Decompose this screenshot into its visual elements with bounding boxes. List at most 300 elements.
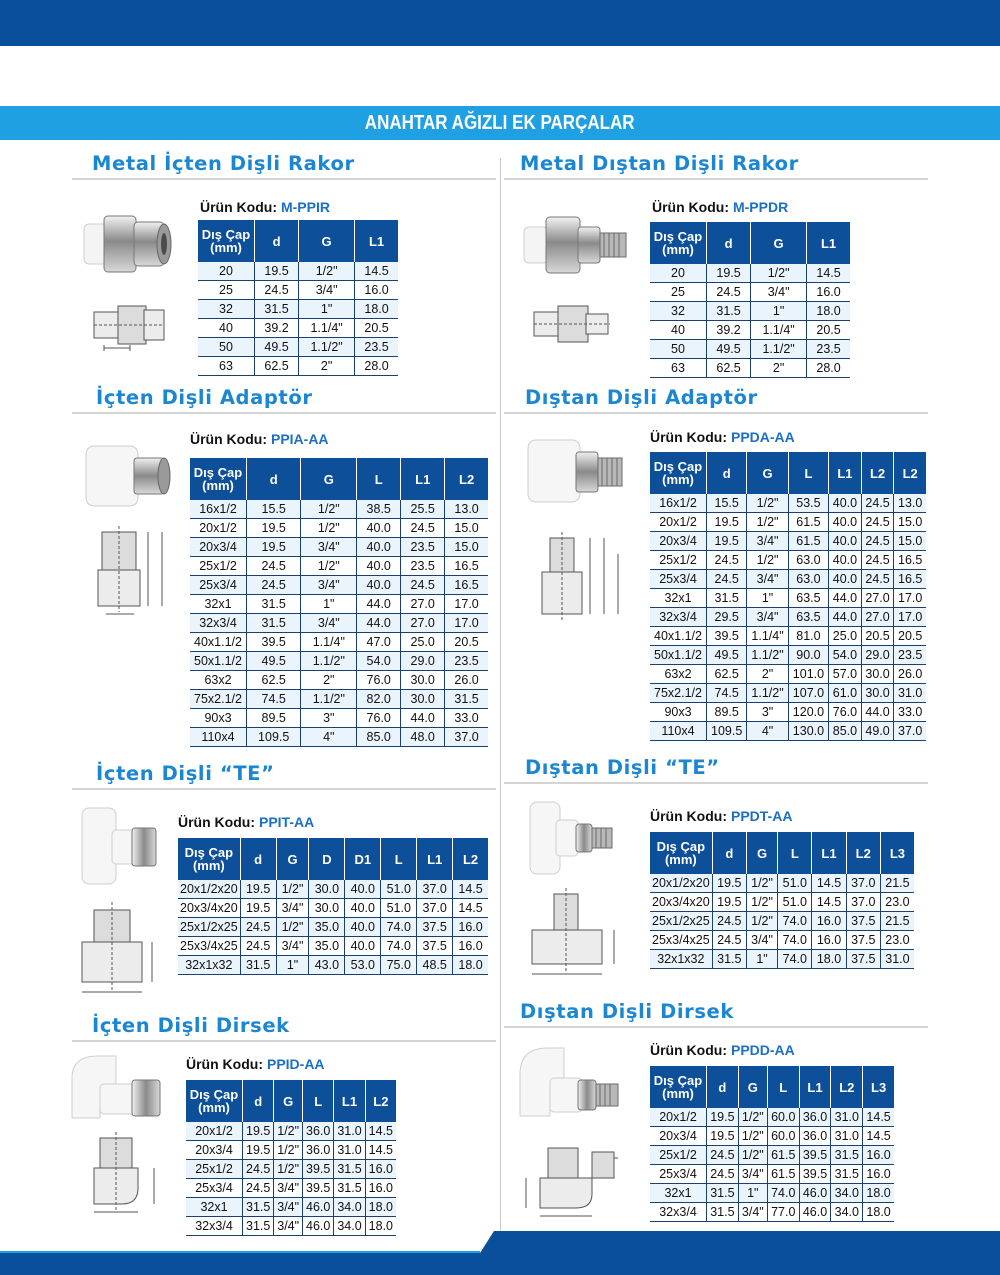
table-cell: 24.5 xyxy=(712,912,746,931)
column-header: d xyxy=(240,838,276,880)
spec-table-ppdt-aa xyxy=(650,832,914,969)
column-header: d xyxy=(247,458,301,500)
table-cell: 1/2" xyxy=(301,500,357,519)
product-code xyxy=(190,431,329,447)
table-cell: 89.5 xyxy=(247,709,301,728)
table-row xyxy=(178,937,488,956)
column-header: G xyxy=(738,1066,767,1108)
banner-title: ANAHTAR AĞIZLI EK PARÇALAR xyxy=(365,112,635,134)
table-row xyxy=(190,538,488,557)
table-cell: 16x1/2 xyxy=(190,500,247,519)
table-cell: 25x1/2x25 xyxy=(650,912,712,931)
table-cell: 32x1 xyxy=(650,1184,707,1203)
table-row xyxy=(650,321,850,340)
table-cell: 31.5 xyxy=(707,1184,739,1203)
table-row xyxy=(650,1146,894,1165)
column-header: Dış Çap (mm) xyxy=(186,1080,243,1122)
table-cell: 40.0 xyxy=(357,519,401,538)
code-value: PPDD-AA xyxy=(730,1042,795,1058)
table-cell: 51.0 xyxy=(381,899,417,918)
table-cell: 1" xyxy=(747,589,788,608)
table-cell: 31.5 xyxy=(707,1203,739,1222)
table-cell: 1" xyxy=(299,300,355,319)
table-cell: 1/2" xyxy=(747,513,788,532)
code-label: Ürün Kodu: xyxy=(650,808,727,824)
table-cell: 3/4" xyxy=(738,1165,767,1184)
table-cell: 37.0 xyxy=(846,874,880,893)
table-cell: 74.0 xyxy=(778,912,812,931)
table-cell: 15.5 xyxy=(247,500,301,519)
table-cell: 2" xyxy=(751,359,807,378)
column-header: d xyxy=(707,222,751,264)
table-cell: 63.5 xyxy=(788,589,828,608)
male-tee-photo xyxy=(524,796,618,880)
column-header: Dış Çap (mm) xyxy=(650,222,707,264)
table-row xyxy=(190,690,488,709)
table-cell: 24.5 xyxy=(707,570,747,589)
table-cell: 32x1 xyxy=(650,589,707,608)
table-cell: 50 xyxy=(650,340,707,359)
table-cell: 19.5 xyxy=(712,874,746,893)
code-value: PPID-AA xyxy=(266,1056,325,1072)
table-cell: 1.1/2" xyxy=(751,340,807,359)
table-cell: 25x1/2 xyxy=(190,557,247,576)
table-cell: 62.5 xyxy=(707,359,751,378)
table-cell: 23.5 xyxy=(401,538,445,557)
table-cell: 3" xyxy=(747,703,788,722)
ppdd-aa-drawing xyxy=(518,1128,636,1220)
table-cell: 36.0 xyxy=(799,1127,831,1146)
table-cell: 39.5 xyxy=(799,1165,831,1184)
column-header: L2 xyxy=(365,1080,396,1122)
table-cell: 25x3/4x25 xyxy=(178,937,240,956)
table-cell: 33.0 xyxy=(445,709,488,728)
table-cell: 21.5 xyxy=(880,874,914,893)
table-cell: 3/4" xyxy=(301,614,357,633)
table-row xyxy=(650,874,914,893)
table-row xyxy=(178,899,488,918)
table-cell: 61.5 xyxy=(767,1146,799,1165)
male-elbow-photo xyxy=(514,1040,626,1124)
metal-union-female-photo xyxy=(80,200,176,288)
table-row xyxy=(650,665,926,684)
table-cell: 2" xyxy=(301,671,357,690)
table-cell: 24.5 xyxy=(861,551,894,570)
table-cell: 32 xyxy=(650,302,707,321)
section-rule xyxy=(72,788,496,790)
table-cell: 76.0 xyxy=(829,703,862,722)
section-rule xyxy=(504,178,928,180)
table-row xyxy=(650,950,914,969)
table-cell: 31.5 xyxy=(247,614,301,633)
ppit-aa-drawing xyxy=(72,896,172,1000)
table-cell: 16.0 xyxy=(807,283,850,302)
table-row xyxy=(190,709,488,728)
table-cell: 24.5 xyxy=(861,513,894,532)
table-row xyxy=(186,1122,396,1141)
table-cell: 63.5 xyxy=(788,608,828,627)
table-cell: 25x3/4 xyxy=(650,1165,707,1184)
table-cell: 54.0 xyxy=(829,646,862,665)
table-cell: 74.0 xyxy=(381,937,417,956)
table-cell: 74.0 xyxy=(778,950,812,969)
column-header: Dış Çap (mm) xyxy=(198,220,255,262)
table-cell: 3/4" xyxy=(276,899,309,918)
table-cell: 75x2.1/2 xyxy=(190,690,247,709)
table-cell: 16.0 xyxy=(812,931,846,950)
table-cell: 31.5 xyxy=(240,956,276,975)
table-cell: 16.0 xyxy=(365,1160,396,1179)
table-header-row xyxy=(650,832,914,874)
table-cell: 25.0 xyxy=(829,627,862,646)
column-header: Dış Çap (mm) xyxy=(650,832,712,874)
table-cell: 31.5 xyxy=(831,1146,863,1165)
table-row xyxy=(650,1127,894,1146)
table-cell: 39.5 xyxy=(799,1146,831,1165)
table-cell: 23.5 xyxy=(807,340,850,359)
table-row xyxy=(198,281,398,300)
table-cell: 30.0 xyxy=(309,899,345,918)
table-cell: 18.0 xyxy=(863,1184,894,1203)
table-cell: 1/2" xyxy=(738,1127,767,1146)
table-cell: 40.0 xyxy=(345,918,381,937)
column-header: D1 xyxy=(345,838,381,880)
table-cell: 25x1/2 xyxy=(650,1146,707,1165)
table-cell: 44.0 xyxy=(829,608,862,627)
table-row xyxy=(650,589,926,608)
table-cell: 15.0 xyxy=(894,532,926,551)
table-header-row xyxy=(178,838,488,880)
table-row xyxy=(190,500,488,519)
table-cell: 61.5 xyxy=(767,1165,799,1184)
table-cell: 32x3/4 xyxy=(650,1203,707,1222)
table-cell: 26.0 xyxy=(894,665,926,684)
table-cell: 16.5 xyxy=(894,551,926,570)
table-cell: 18.0 xyxy=(365,1198,396,1217)
table-cell: 19.5 xyxy=(240,880,276,899)
spec-table-ppda-aa xyxy=(650,452,926,741)
table-cell: 24.5 xyxy=(255,281,299,300)
table-cell: 1/2" xyxy=(274,1160,303,1179)
column-header: L2 xyxy=(831,1066,863,1108)
table-cell: 19.5 xyxy=(247,538,301,557)
table-cell: 1/2" xyxy=(738,1146,767,1165)
table-cell: 15.0 xyxy=(445,519,488,538)
table-row xyxy=(178,880,488,899)
table-cell: 15.0 xyxy=(894,513,926,532)
table-cell: 120.0 xyxy=(788,703,828,722)
section-title-ppit-aa: İçten Dişli “TE” xyxy=(96,762,275,785)
table-cell: 46.0 xyxy=(303,1217,334,1236)
table-row xyxy=(198,262,398,281)
table-cell: 32x1x32 xyxy=(178,956,240,975)
table-cell: 109.5 xyxy=(707,722,747,741)
table-cell: 40.0 xyxy=(829,494,862,513)
table-cell: 109.5 xyxy=(247,728,301,747)
table-cell: 77.0 xyxy=(767,1203,799,1222)
section-title-ppid-aa: İçten Dişli Dirsek xyxy=(92,1014,290,1037)
table-cell: 63 xyxy=(198,357,255,376)
table-cell: 37.5 xyxy=(417,918,453,937)
table-cell: 23.5 xyxy=(894,646,926,665)
table-cell: 85.0 xyxy=(357,728,401,747)
table-cell: 30.0 xyxy=(401,671,445,690)
section-rule xyxy=(504,782,928,784)
column-header: L1 xyxy=(807,222,850,264)
table-cell: 49.5 xyxy=(255,338,299,357)
table-row xyxy=(190,728,488,747)
table-cell: 20.5 xyxy=(445,633,488,652)
code-value: M-PPDR xyxy=(732,199,789,215)
column-divider xyxy=(500,158,501,1233)
table-row xyxy=(190,595,488,614)
table-cell: 49.5 xyxy=(707,340,751,359)
table-cell: 20x3/4x20 xyxy=(178,899,240,918)
table-cell: 60.0 xyxy=(767,1127,799,1146)
table-cell: 75x2.1/2 xyxy=(650,684,707,703)
table-cell: 130.0 xyxy=(788,722,828,741)
section-rule xyxy=(504,412,928,414)
table-cell: 16x1/2 xyxy=(650,494,707,513)
column-header: d xyxy=(707,452,747,494)
table-cell: 31.0 xyxy=(831,1108,863,1127)
product-code xyxy=(186,1056,325,1072)
table-cell: 19.5 xyxy=(240,899,276,918)
table-cell: 20 xyxy=(650,264,707,283)
table-cell: 36.0 xyxy=(799,1108,831,1127)
table-cell: 4" xyxy=(747,722,788,741)
table-cell: 31.0 xyxy=(894,684,926,703)
table-cell: 3/4" xyxy=(299,281,355,300)
table-cell: 40.0 xyxy=(345,880,381,899)
table-cell: 44.0 xyxy=(357,595,401,614)
table-cell: 18.0 xyxy=(365,1217,396,1236)
male-adapter-photo xyxy=(522,432,630,512)
section-title-ppdd-aa: Dıştan Dişli Dirsek xyxy=(520,1000,734,1023)
table-cell: 3/4" xyxy=(274,1217,303,1236)
table-header-row xyxy=(650,1066,894,1108)
table-cell: 16.0 xyxy=(453,937,488,956)
table-cell: 39.5 xyxy=(303,1160,334,1179)
female-tee-photo xyxy=(76,800,162,890)
section-rule xyxy=(72,178,496,180)
table-cell: 90.0 xyxy=(788,646,828,665)
table-cell: 31.0 xyxy=(880,950,914,969)
table-cell: 18.0 xyxy=(863,1203,894,1222)
spec-table-ppid-aa xyxy=(186,1080,396,1236)
table-cell: 4" xyxy=(301,728,357,747)
table-cell: 40.0 xyxy=(829,513,862,532)
table-cell: 24.5 xyxy=(247,557,301,576)
table-cell: 40x1.1/2 xyxy=(650,627,707,646)
table-cell: 15.0 xyxy=(445,538,488,557)
column-header: G xyxy=(746,832,777,874)
table-cell: 1/2" xyxy=(301,557,357,576)
table-row xyxy=(650,893,914,912)
table-cell: 40 xyxy=(198,319,255,338)
table-cell: 34.0 xyxy=(334,1217,365,1236)
column-header: L2 xyxy=(861,452,894,494)
table-cell: 1.1/2" xyxy=(747,646,788,665)
table-cell: 23.5 xyxy=(355,338,398,357)
column-header: L1 xyxy=(829,452,862,494)
column-header: d xyxy=(707,1066,739,1108)
code-label: Ürün Kodu: xyxy=(200,199,277,215)
table-cell: 24.5 xyxy=(240,937,276,956)
table-cell: 40.0 xyxy=(357,538,401,557)
table-header-row xyxy=(186,1080,396,1122)
table-cell: 16.0 xyxy=(863,1165,894,1184)
table-cell: 1.1/2" xyxy=(299,338,355,357)
table-cell: 24.5 xyxy=(401,519,445,538)
table-cell: 62.5 xyxy=(255,357,299,376)
table-cell: 24.5 xyxy=(240,918,276,937)
column-header: L1 xyxy=(812,832,846,874)
table-row xyxy=(190,633,488,652)
column-header: G xyxy=(274,1080,303,1122)
table-cell: 1.1/4" xyxy=(747,627,788,646)
column-header: G xyxy=(301,458,357,500)
table-cell: 50x1.1/2 xyxy=(650,646,707,665)
column-header: G xyxy=(276,838,309,880)
table-cell: 36.0 xyxy=(303,1141,334,1160)
column-header: L xyxy=(788,452,828,494)
table-cell: 24.5 xyxy=(707,283,751,302)
table-cell: 31.5 xyxy=(334,1179,365,1198)
table-cell: 46.0 xyxy=(799,1203,831,1222)
table-cell: 44.0 xyxy=(829,589,862,608)
column-header: Dış Çap (mm) xyxy=(190,458,247,500)
table-cell: 90x3 xyxy=(650,703,707,722)
table-cell: 25x1/2 xyxy=(186,1160,243,1179)
table-cell: 110x4 xyxy=(190,728,247,747)
table-row xyxy=(178,956,488,975)
table-cell: 25x3/4 xyxy=(190,576,247,595)
column-header: Dış Çap (mm) xyxy=(650,1066,707,1108)
table-cell: 53.5 xyxy=(788,494,828,513)
female-adapter-photo xyxy=(78,436,178,516)
table-row xyxy=(650,608,926,627)
section-rule xyxy=(504,1026,928,1028)
ppid-aa-drawing xyxy=(74,1128,174,1216)
product-code xyxy=(650,808,792,824)
table-cell: 25x3/4 xyxy=(186,1179,243,1198)
column-header: L2 xyxy=(894,452,926,494)
column-header: L2 xyxy=(445,458,488,500)
table-cell: 14.5 xyxy=(812,874,846,893)
table-cell: 63x2 xyxy=(190,671,247,690)
table-row xyxy=(198,338,398,357)
table-cell: 29.0 xyxy=(861,646,894,665)
table-cell: 14.5 xyxy=(355,262,398,281)
code-value: M-PPIR xyxy=(280,199,330,215)
m-ppir-drawing xyxy=(82,296,178,368)
spec-table-m-ppdr xyxy=(650,222,850,378)
spec-table-ppia-aa xyxy=(190,458,488,747)
table-cell: 25x3/4x25 xyxy=(650,931,712,950)
table-cell: 1/2" xyxy=(274,1122,303,1141)
table-cell: 24.5 xyxy=(247,576,301,595)
code-label: Ürün Kodu: xyxy=(186,1056,263,1072)
table-row xyxy=(190,652,488,671)
table-cell: 75.0 xyxy=(381,956,417,975)
code-value: PPDT-AA xyxy=(730,808,793,824)
table-cell: 37.0 xyxy=(417,880,453,899)
table-cell: 14.5 xyxy=(807,264,850,283)
table-row xyxy=(650,1184,894,1203)
code-value: PPIA-AA xyxy=(270,431,329,447)
column-header: L2 xyxy=(453,838,488,880)
table-header-row xyxy=(650,222,850,264)
table-row xyxy=(650,264,850,283)
table-cell: 34.0 xyxy=(334,1198,365,1217)
table-cell: 30.0 xyxy=(401,690,445,709)
table-cell: 32 xyxy=(198,300,255,319)
table-cell: 29.0 xyxy=(401,652,445,671)
table-cell: 89.5 xyxy=(707,703,747,722)
table-cell: 19.5 xyxy=(255,262,299,281)
column-header: L3 xyxy=(880,832,914,874)
table-cell: 49.5 xyxy=(707,646,747,665)
table-cell: 39.2 xyxy=(707,321,751,340)
table-row xyxy=(198,319,398,338)
table-cell: 19.5 xyxy=(243,1141,274,1160)
table-header-row xyxy=(198,220,398,262)
table-row xyxy=(650,302,850,321)
table-cell: 81.0 xyxy=(788,627,828,646)
footer-bar-right xyxy=(466,1231,1000,1275)
table-cell: 38.5 xyxy=(357,500,401,519)
footer-bar-left xyxy=(0,1253,480,1275)
table-cell: 40.0 xyxy=(345,937,381,956)
table-cell: 18.0 xyxy=(807,302,850,321)
table-cell: 3/4" xyxy=(301,576,357,595)
table-cell: 37.0 xyxy=(846,893,880,912)
table-cell: 14.5 xyxy=(863,1108,894,1127)
table-cell: 74.0 xyxy=(381,918,417,937)
table-cell: 19.5 xyxy=(707,264,751,283)
table-row xyxy=(190,576,488,595)
table-cell: 16.0 xyxy=(355,281,398,300)
table-cell: 25x1/2x25 xyxy=(178,918,240,937)
female-elbow-photo xyxy=(64,1048,168,1124)
table-cell: 16.0 xyxy=(453,918,488,937)
table-cell: 18.0 xyxy=(812,950,846,969)
table-cell: 76.0 xyxy=(357,709,401,728)
table-cell: 20.5 xyxy=(355,319,398,338)
table-cell: 16.0 xyxy=(863,1146,894,1165)
table-cell: 1.1/2" xyxy=(301,690,357,709)
table-cell: 1/2" xyxy=(301,519,357,538)
table-cell: 1/2" xyxy=(299,262,355,281)
table-cell: 3/4" xyxy=(274,1198,303,1217)
table-cell: 107.0 xyxy=(788,684,828,703)
table-cell: 13.0 xyxy=(894,494,926,513)
table-cell: 14.5 xyxy=(365,1141,396,1160)
table-row xyxy=(190,557,488,576)
table-cell: 24.5 xyxy=(243,1160,274,1179)
table-cell: 19.5 xyxy=(707,1108,739,1127)
section-title-ppia-aa: İçten Dişli Adaptör xyxy=(96,386,313,409)
table-cell: 51.0 xyxy=(381,880,417,899)
table-cell: 40.0 xyxy=(345,899,381,918)
column-header: L3 xyxy=(863,1066,894,1108)
table-cell: 3" xyxy=(301,709,357,728)
table-row xyxy=(190,671,488,690)
table-cell: 24.5 xyxy=(707,551,747,570)
table-cell: 14.5 xyxy=(812,893,846,912)
table-cell: 53.0 xyxy=(345,956,381,975)
